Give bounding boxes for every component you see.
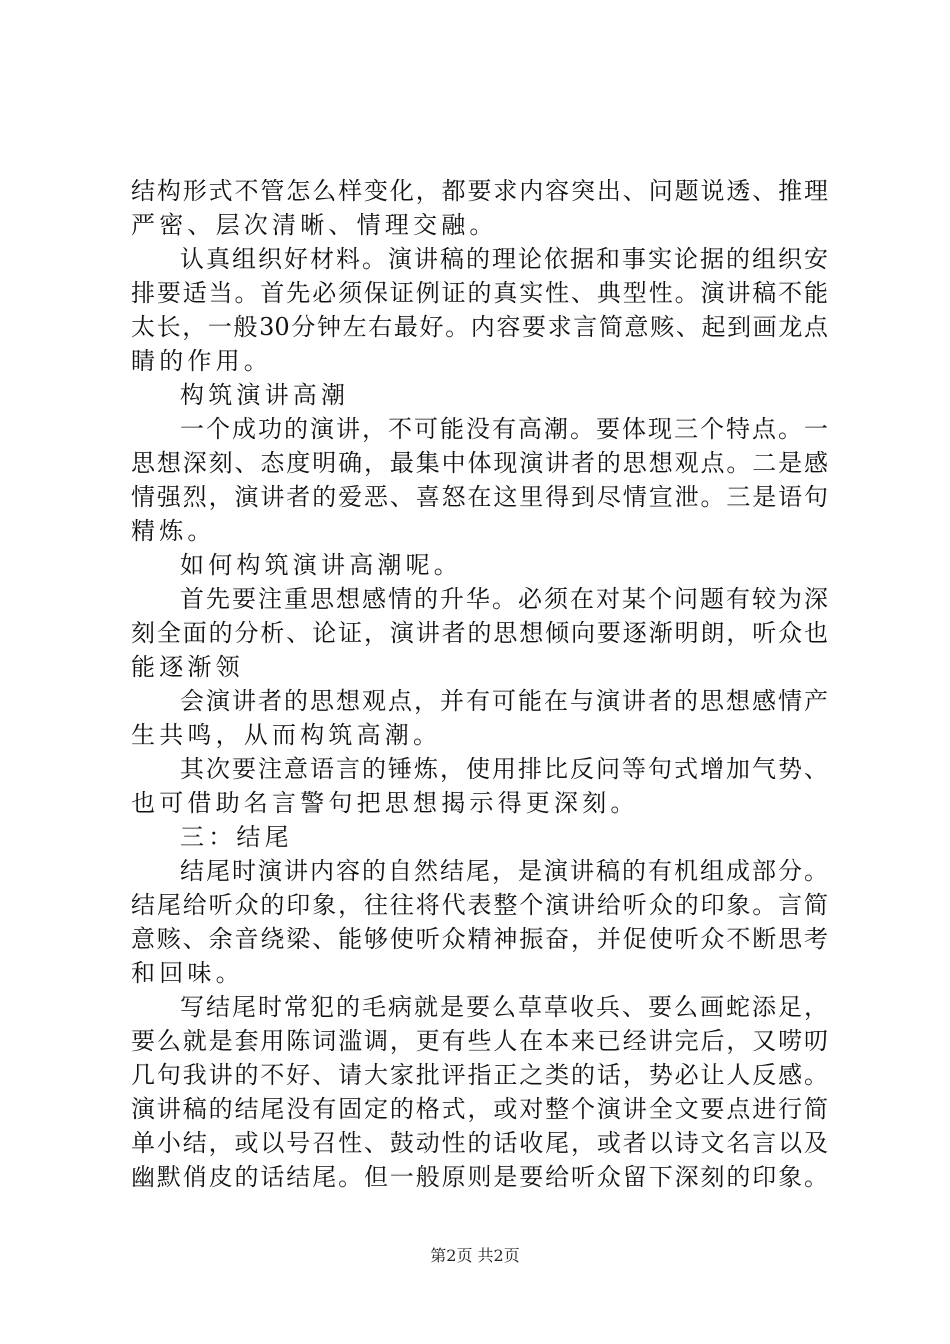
text-line: 写结尾时常犯的毛病就是要么草草收兵、要么画蛇添足， — [180, 993, 828, 1021]
text-line: 情强烈，演讲者的爱恶、喜怒在这里得到尽情宣泄。三是语句 — [131, 483, 828, 511]
page-number-footer: 第2页 共2页 — [430, 1246, 520, 1265]
text-line: 其次要注意语言的锤炼，使用排比反问等句式增加气势、 — [180, 755, 828, 783]
text-line: 结尾给听众的印象，往往将代表整个演讲给听众的印象。言简 — [131, 891, 828, 919]
text-line: 幽默俏皮的话结尾。但一般原则是要给听众留下深刻的印象。 — [131, 1163, 828, 1191]
text-line: 刻全面的分析、论证，演讲者的思想倾向要逐渐明朗，听众也 — [131, 619, 828, 647]
text-line: 睛的作用。 — [131, 347, 272, 375]
text-line: 也可借助名言警句把思想揭示得更深刻。 — [131, 789, 639, 817]
text-line: 演讲稿的结尾没有固定的格式，或对整个演讲全文要点进行简 — [131, 1095, 828, 1123]
text-line: 太长，一般30分钟左右最好。内容要求言简意赅、起到画龙点 — [131, 313, 828, 341]
section-heading: 三：结尾 — [180, 823, 293, 851]
text-line: 首先要注重思想感情的升华。必须在对某个问题有较为深 — [180, 585, 828, 613]
text-line: 能逐渐领 — [131, 653, 244, 681]
text-line: 会演讲者的思想观点，并有可能在与演讲者的思想感情产 — [180, 687, 828, 715]
text-line: 精炼。 — [131, 517, 216, 545]
text-line: 意赅、余音绕梁、能够使听众精神振奋，并促使听众不断思考 — [131, 925, 828, 953]
text-line: 认真组织好材料。演讲稿的理论依据和事实论据的组织安 — [180, 245, 828, 273]
text-line: 几句我讲的不好、请大家批评指正之类的话，势必让人反感。 — [131, 1061, 828, 1089]
text-line: 排要适当。首先必须保证例证的真实性、典型性。演讲稿不能 — [131, 279, 828, 307]
text-line: 单小结，或以号召性、鼓动性的话收尾，或者以诗文名言以及 — [131, 1129, 828, 1157]
text-line: 要么就是套用陈词滥调，更有些人在本来已经讲完后，又唠叨 — [131, 1027, 828, 1055]
text-line: 严密、层次清晰、情理交融。 — [131, 211, 498, 239]
text-line: 思想深刻、态度明确，最集中体现演讲者的思想观点。二是感 — [131, 449, 828, 477]
text-line: 结尾时演讲内容的自然结尾，是演讲稿的有机组成部分。 — [180, 857, 828, 885]
text-line: 结构形式不管怎么样变化，都要求内容突出、问题说透、推理 — [131, 177, 828, 205]
text-line: 如何构筑演讲高潮呢。 — [180, 551, 462, 579]
section-heading: 构筑演讲高潮 — [180, 381, 350, 409]
text-line: 和回味。 — [131, 959, 244, 987]
text-line: 生共鸣，从而构筑高潮。 — [131, 721, 442, 749]
text-line: 一个成功的演讲，不可能没有高潮。要体现三个特点。一 — [180, 415, 828, 443]
